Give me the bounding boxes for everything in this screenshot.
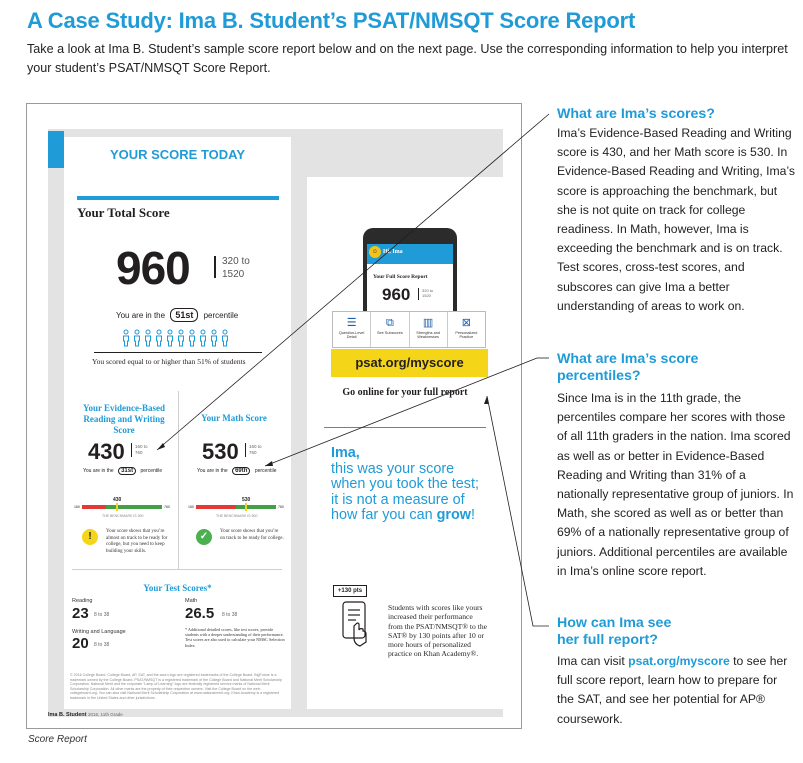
math-percentile-badge: 69th bbox=[232, 467, 250, 475]
callout-full-report-heading-1: How can Ima see bbox=[557, 615, 672, 631]
ebrw-bar-below bbox=[82, 505, 106, 509]
callout-full-report-text-2: to see her full score report, learn how to prepare for the SAT, and see her potential for AP® coursework. bbox=[557, 654, 788, 726]
panel-rule bbox=[324, 427, 486, 428]
ebrw-readiness-note: Your score shows that you’re almost on track to be ready for college, but you need to keep building your skills. bbox=[106, 529, 168, 554]
total-score-value: 960 bbox=[116, 242, 190, 294]
reading-score: 23 bbox=[72, 605, 89, 622]
percentile-prefix: You are in the bbox=[116, 311, 166, 320]
figure-caption: Score Report bbox=[28, 734, 87, 745]
math-test-score: 26.5 bbox=[185, 605, 215, 622]
ebrw-bar-score: 430 bbox=[113, 497, 122, 503]
phone-greeting: Hi, Ima bbox=[383, 249, 403, 255]
khan-academy-note: Students with scores like yours increased their performance from the PSAT/NMSQT® to the SAT® by 130 points after 10 or more hours of personalized practice on Khan Academy®. bbox=[388, 603, 488, 659]
callout-scores-heading: What are Ima’s scores? bbox=[557, 106, 715, 122]
ima-message-end: ! bbox=[470, 507, 475, 523]
range-divider bbox=[214, 256, 216, 278]
report-feature-tiles bbox=[332, 311, 486, 348]
percentile-suffix: percentile bbox=[203, 311, 239, 320]
math-score-marker bbox=[245, 503, 247, 511]
tablet-hand-icon bbox=[340, 600, 370, 650]
math-bar-min: 160 bbox=[188, 505, 194, 509]
tile-practice bbox=[448, 312, 485, 347]
phone-report-label: Your Full Score Report bbox=[373, 274, 428, 280]
check-icon: ✓ bbox=[196, 529, 212, 545]
callout-percentiles-heading-1: What are Ima’s score bbox=[557, 351, 699, 367]
people-icon bbox=[122, 329, 238, 347]
callout-scores-body: Ima’s Evidence-Based Reading and Writing score is 430, and her Math score is 530. In Evidence-Based Reading and Writing, Ima’s score is approaching the benchmark, but she is not quite on track for college readiness. In Math, however, Ima is exceeding the benchmark and is on track. Test scores, cross-test scores, and subscores can give Ima a better understanding of areas to work on. bbox=[557, 126, 796, 313]
total-percentile bbox=[116, 308, 238, 322]
student-meta: 2016, 11th Grade bbox=[88, 712, 123, 717]
callout-full-report-text-1: Ima can visit bbox=[557, 654, 625, 668]
tile-question-detail bbox=[333, 312, 371, 347]
math-percentile bbox=[197, 467, 277, 475]
math-bar-max: 760 bbox=[278, 505, 284, 509]
percentile-badge: 51st bbox=[170, 308, 198, 322]
practice-icon: ⊠ bbox=[461, 317, 471, 329]
score-today-panel bbox=[64, 137, 291, 709]
ebrw-score-label: Your Evidence-Based Reading and Writing Score bbox=[82, 403, 166, 435]
score-today-heading: YOUR SCORE TODAY bbox=[109, 147, 246, 162]
hierarchy-icon: ⧉ bbox=[385, 317, 394, 329]
ebrw-score-range: 160 to 760 bbox=[135, 444, 148, 455]
tile-label: See Subscores bbox=[377, 331, 403, 335]
ebrw-percentile-badge: 31st bbox=[118, 467, 136, 475]
math-bar-score: 530 bbox=[242, 497, 251, 503]
ima-message-grow: grow bbox=[436, 507, 471, 523]
ima-message-name: Ima, bbox=[331, 445, 360, 461]
phone-score: 960 bbox=[382, 285, 411, 304]
tile-label: Question-Level Detail bbox=[338, 331, 365, 340]
math-readiness-note: Your score shows that you’re on track to be ready for college. bbox=[220, 529, 284, 541]
intro-text: Take a look at Ima B. Student’s sample score report below and on the next page. Use the corresponding information to help you interpret your student’s PSAT/NMSQT Score Report. bbox=[27, 42, 788, 75]
ebrw-percentile-suffix: percentile bbox=[140, 468, 163, 474]
report-footer bbox=[48, 712, 123, 718]
ebrw-percentile bbox=[83, 467, 162, 475]
page-title: A Case Study: Ima B. Student’s PSAT/NMSQT Score Report bbox=[27, 8, 636, 33]
go-online-text: Go online for your full report bbox=[342, 387, 468, 398]
tile-label: Strengths and Weaknesses bbox=[416, 331, 440, 340]
total-score-range: 320 to 1520 bbox=[222, 256, 250, 280]
total-score-label: Your Total Score bbox=[77, 205, 170, 220]
section-divider-vertical bbox=[178, 391, 179, 569]
callout-percentiles-heading-2: percentiles? bbox=[557, 368, 641, 384]
phone-range: 320 to 1520 bbox=[422, 288, 434, 298]
heading-rule bbox=[77, 196, 279, 200]
tile-strengths bbox=[410, 312, 448, 347]
math-score-label: Your Math Score bbox=[201, 413, 267, 423]
callout-full-report-heading bbox=[557, 615, 671, 649]
tile-subscores bbox=[371, 312, 409, 347]
ima-message-body: this was your score when you took the test; it is not a measure of how far you can bbox=[331, 460, 479, 523]
reading-range: 8 to 38 bbox=[94, 612, 110, 618]
math-bar-below bbox=[196, 505, 236, 509]
math-score-range: 160 to 760 bbox=[249, 444, 262, 455]
test-scores-note: * Additional detailed scores, like test scores, provide students with a deeper understanding of their performance. Test scores are also used to calculate your NMSC Selection Index. bbox=[185, 627, 285, 648]
writing-label: Writing and Language bbox=[72, 629, 126, 635]
tile-label: Personalized Practice bbox=[455, 331, 478, 340]
score-url-banner: psat.org/myscore bbox=[331, 349, 488, 377]
ebrw-bar-min: 160 bbox=[74, 505, 80, 509]
ebrw-score-marker bbox=[116, 503, 118, 511]
math-bar-above bbox=[236, 505, 276, 509]
ebrw-range-divider bbox=[131, 443, 132, 457]
ebrw-bar-above bbox=[106, 505, 162, 509]
student-name: Ima B. Student bbox=[48, 712, 87, 718]
ima-message bbox=[331, 446, 481, 524]
math-score-value: 530 bbox=[202, 439, 239, 464]
warning-icon: ! bbox=[82, 529, 98, 545]
points-badge: +130 pts bbox=[333, 585, 367, 597]
math-test-range: 8 to 38 bbox=[222, 612, 238, 618]
reading-label: Reading bbox=[72, 598, 93, 604]
callout-full-report-heading-2: her full report? bbox=[557, 632, 658, 648]
avatar-icon: ☺ bbox=[369, 246, 381, 258]
list-icon: ☰ bbox=[346, 317, 357, 329]
callout-percentiles-body: Since Ima is in the 11th grade, the percentiles compare her scores with those of all 11th graders in the nation. Ima scored as well as or better in Evidence-Based Reading and Writing than 31% of a nationally representative group of juniors. In Math, she scored as well as or better than 69% of a nationally representative group of juniors. Additional percentiles are available in Ima’s online score report. bbox=[557, 391, 794, 578]
ebrw-score-value: 430 bbox=[88, 439, 125, 464]
section-divider-horizontal bbox=[72, 569, 282, 570]
ebrw-benchmark-caption: THE BENCHMARK IS 390 bbox=[102, 514, 144, 518]
fine-print: © 2016 College Board. College Board, AP, SAT, and the acorn logo are registered trademarks of the College Board. BigFuture is a trademark owned by the College Board. PSAT/NMSQT is a registered trademark of the College Board and National Merit Scholarship Corporation. National Merit and the corporate "Lamp of Learning" logo are federally registered service marks of National Merit Scholarship Corporation. All other marks are the property of their respective owners. Visit the College Board on the web: collegeboard.org. You can also visit National Merit Scholarship Corporation at www.nationalmerit.org. Khan Academy is a registered trademark in the United States and other jurisdictions. bbox=[70, 673, 282, 700]
phone-range-divider bbox=[418, 288, 419, 300]
math-percentile-prefix: You are in the bbox=[197, 468, 228, 474]
ebrw-bar-max: 760 bbox=[164, 505, 170, 509]
score-report-link[interactable]: psat.org/myscore bbox=[628, 654, 730, 668]
math-test-label: Math bbox=[185, 598, 198, 604]
scored-statement: You scored equal to or higher than 51% of students bbox=[92, 357, 246, 366]
report-accent-strip bbox=[48, 131, 64, 168]
callout-full-report-body bbox=[557, 652, 797, 729]
callout-percentiles-heading bbox=[557, 351, 698, 385]
math-percentile-suffix: percentile bbox=[254, 468, 277, 474]
writing-score: 20 bbox=[72, 635, 89, 652]
test-scores-heading: Your Test Scores* bbox=[143, 583, 212, 593]
math-benchmark-caption: THE BENCHMARK IS 500 bbox=[216, 514, 258, 518]
ebrw-percentile-prefix: You are in the bbox=[83, 468, 114, 474]
bar-chart-icon: ▥ bbox=[422, 317, 434, 329]
people-baseline bbox=[94, 352, 262, 353]
math-range-divider bbox=[245, 443, 246, 457]
writing-range: 8 to 38 bbox=[94, 642, 110, 648]
